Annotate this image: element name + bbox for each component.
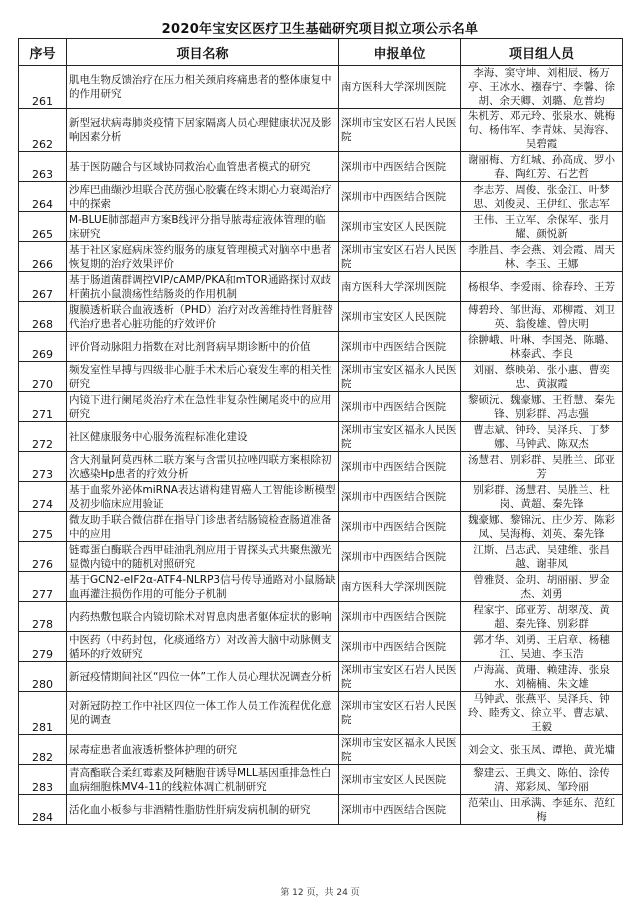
- project-members: 李海、窦守坤、刘相辰、杨万亭、王冰水、襁春宁、李馨、徐胡、余天卿、刘璐、危普均: [461, 66, 623, 109]
- project-name: 社区健康服务中心服务流程标准化建设: [67, 422, 339, 452]
- table-row: [19, 692, 623, 735]
- project-name: 新冠疫情期间社区“四位一体”工作人员心理状况调查分析: [67, 662, 339, 692]
- row-number: 273: [19, 452, 67, 482]
- table-row: [19, 765, 623, 795]
- project-name: 腹膜透析联合血液透析（PHD）治疗对改善维持性肾脏替代治疗患者心脏功能的疗效评价: [67, 302, 339, 332]
- table-row: [19, 109, 623, 152]
- project-name: 基于医防融合与区域协同救治心血管患者模式的研究: [67, 152, 339, 182]
- table-row: [19, 632, 623, 662]
- table-body: [19, 66, 623, 825]
- row-number: 266: [19, 242, 67, 272]
- project-name: 活化血小板参与非酒精性脂肪性肝病发病机制的研究: [67, 795, 339, 825]
- applicant-unit: 深圳市宝安区石岩人民医院: [339, 109, 461, 152]
- project-name: 内药热敷包联合内镜切除术对胃息肉患者躯体症状的影响: [67, 602, 339, 632]
- table-row: [19, 392, 623, 422]
- project-name: 肌电生物反馈治疗在压力相关颈肩疼痛患者的整体康复中的作用研究: [67, 66, 339, 109]
- table-row: [19, 452, 623, 482]
- row-number: 283: [19, 765, 67, 795]
- project-members: 徐翀峨、叶琳、李国尧、陈璐、林泰武、李良: [461, 332, 623, 362]
- project-members: 别彩群、汤慧君、吴胜兰、杜岗、黄超、秦先锋: [461, 482, 623, 512]
- project-members: 黎硕沅、魏豪娜、王哲慧、秦先锋、别彩群、冯志强: [461, 392, 623, 422]
- row-number: 265: [19, 212, 67, 242]
- project-name: 评价肾动脉阻力指数在对比剂肾病早期诊断中的价值: [67, 332, 339, 362]
- table-row: [19, 152, 623, 182]
- applicant-unit: 深圳市宝安区福永人民医院: [339, 735, 461, 765]
- project-members: 黎建云、王典文、陈伯、涂传清、郑彩凤、邹玲丽: [461, 765, 623, 795]
- applicant-unit: 深圳市宝安区石岩人民医院: [339, 662, 461, 692]
- applicant-unit: 深圳市宝安区人民医院: [339, 302, 461, 332]
- applicant-unit: 深圳市中西医结合医院: [339, 632, 461, 662]
- applicant-unit: 深圳市中西医结合医院: [339, 482, 461, 512]
- project-members: 马钟武、张燕平、吴泽兵、钟玲、睦秀文、徐立平、曹志斌、王毅: [461, 692, 623, 735]
- project-members: 李志芳、周俊、张金江、叶梦思、刘俊灵、王伊红、张志军: [461, 182, 623, 212]
- row-number: 262: [19, 109, 67, 152]
- project-members: 谢丽梅、方红城、孙高成、罗小春、陶红芳、石艺哲: [461, 152, 623, 182]
- row-number: 278: [19, 602, 67, 632]
- table-row: [19, 242, 623, 272]
- table-row: [19, 332, 623, 362]
- project-table: [18, 38, 623, 825]
- project-name: 青高酯联合柔红霉素及阿糖胞苷诱导MLL基因重排急性白血病细胞株MV4-11的线粒体凋亡机制研究: [67, 765, 339, 795]
- project-members: 程家宇、邱亚芳、胡翠茂、黄超、秦先锋、别彩群: [461, 602, 623, 632]
- project-members: 郭才华、刘勇、王启章、杨穗江、吴迪、李玉浩: [461, 632, 623, 662]
- project-name: 中医药（中药封包，化痰通络方）对改善大脑中动脉侧支循环的疗效研究: [67, 632, 339, 662]
- row-number: 272: [19, 422, 67, 452]
- project-members: 朱机芳、邓元玲、张泉水、姚梅句、杨伟军、李青妹、吴海容、吴碧霞: [461, 109, 623, 152]
- project-members: 王伟、王立军、余保军、张月耀、颜悦新: [461, 212, 623, 242]
- table-row: [19, 735, 623, 765]
- applicant-unit: 深圳市中西医结合医院: [339, 332, 461, 362]
- project-members: 江斯、吕志武、吴建维、张昌越、谢菲凤: [461, 542, 623, 572]
- row-number: 281: [19, 692, 67, 735]
- project-name: 沙库巴曲缬沙坦联合芪苈强心胶囊在终末期心力衰竭治疗中的探索: [67, 182, 339, 212]
- row-number: 261: [19, 66, 67, 109]
- page-title: 2020年宝安区医疗卫生基础研究项目拟立项公示名单: [161, 22, 479, 37]
- table-row: [19, 512, 623, 542]
- applicant-unit: 南方医科大学深圳医院: [339, 272, 461, 302]
- applicant-unit: 深圳市中西医结合医院: [339, 182, 461, 212]
- project-members: 刘会文、张玉凤、谭艳、黄光墉: [461, 735, 623, 765]
- project-name: 尿毒症患者血液透析整体护理的研究: [67, 735, 339, 765]
- table-row: [19, 602, 623, 632]
- applicant-unit: 深圳市中西医结合医院: [339, 152, 461, 182]
- table-row: [19, 66, 623, 109]
- applicant-unit: 深圳市中西医结合医院: [339, 452, 461, 482]
- header-unit: 申报单位: [339, 39, 461, 66]
- row-number: 264: [19, 182, 67, 212]
- applicant-unit: 深圳市中西医结合医院: [339, 512, 461, 542]
- project-members: 杨根华、李爱雨、徐春玲、王芳: [461, 272, 623, 302]
- project-name: 频发室性早搏与四级非心脏手术术后心衰发生率的相关性研究: [67, 362, 339, 392]
- project-name: 内镜下进行阑尾炎治疗术在急性非复杂性阑尾炎中的应用研究: [67, 392, 339, 422]
- table-row: [19, 362, 623, 392]
- project-name: 新型冠状病毒肺炎疫情下居家隔离人员心理健康状况及影响因素分析: [67, 109, 339, 152]
- project-members: 曾雅贤、金玥、胡丽丽、罗金杰、刘勇: [461, 572, 623, 602]
- table-row: [19, 272, 623, 302]
- project-name: 基于肠道菌群调控VIP/cAMP/PKA和mTOR通路探讨双歧杆菌抗小鼠溃疡性结肠炎的作用机制: [67, 272, 339, 302]
- applicant-unit: 深圳市中西医结合医院: [339, 392, 461, 422]
- project-name: 含大剂量阿莫西林二联方案与含雷贝拉唑四联方案根除初次感染Hp患者的疗效分析: [67, 452, 339, 482]
- row-number: 282: [19, 735, 67, 765]
- row-number: 263: [19, 152, 67, 182]
- project-members: 卢海嵩、黄珊、赖建涛、张泉水、刘楠楠、朱文雄: [461, 662, 623, 692]
- table-row: [19, 302, 623, 332]
- applicant-unit: 深圳市宝安区石岩人民医院: [339, 242, 461, 272]
- row-number: 277: [19, 572, 67, 602]
- project-members: 李胜昌、李会燕、刘会霞、周天林、李玉、王娜: [461, 242, 623, 272]
- table-row: [19, 795, 623, 825]
- row-number: 268: [19, 302, 67, 332]
- table-row: [19, 482, 623, 512]
- project-members: 曹志斌、钟玲、吴泽兵、丁梦娜、马钟武、陈双杰: [461, 422, 623, 452]
- row-number: 275: [19, 512, 67, 542]
- header-members: 项目组人员: [461, 39, 623, 66]
- table-row: [19, 572, 623, 602]
- project-name: 基于血浆外泌体miRNA表达谱构建胃癌人工智能诊断模型及初步临床应用验证: [67, 482, 339, 512]
- table-row: [19, 212, 623, 242]
- row-number: 269: [19, 332, 67, 362]
- applicant-unit: 深圳市中西医结合医院: [339, 795, 461, 825]
- row-number: 284: [19, 795, 67, 825]
- applicant-unit: 深圳市中西医结合医院: [339, 542, 461, 572]
- applicant-unit: 深圳市宝安区福永人民医院: [339, 422, 461, 452]
- header-project-name: 项目名称: [67, 39, 339, 66]
- applicant-unit: 深圳市宝安区福永人民医院: [339, 362, 461, 392]
- row-number: 276: [19, 542, 67, 572]
- applicant-unit: 深圳市宝安区人民医院: [339, 765, 461, 795]
- project-name: 链霉蛋白酶联合西甲硅油乳剂应用于胃探头式共聚焦激光显微内镜中的随机对照研究: [67, 542, 339, 572]
- applicant-unit: 南方医科大学深圳医院: [339, 572, 461, 602]
- row-number: 271: [19, 392, 67, 422]
- table-header-row: [19, 39, 623, 66]
- project-members: 魏豪娜、黎锦沅、庄少芳、陈彩凤、吴海梅、刘英、秦先锋: [461, 512, 623, 542]
- row-number: 274: [19, 482, 67, 512]
- row-number: 279: [19, 632, 67, 662]
- header-no: 序号: [19, 39, 67, 66]
- project-members: 汤慧君、别彩群、吴胜兰、邱亚芳: [461, 452, 623, 482]
- project-name: 微友助手联合微信群在指导门诊患者结肠镜检查肠道准备中的应用: [67, 512, 339, 542]
- table-row: [19, 422, 623, 452]
- project-name: M-BLUE肺部超声方案B线评分指导脓毒症液体管理的临床研究: [67, 212, 339, 242]
- applicant-unit: 南方医科大学深圳医院: [339, 66, 461, 109]
- table-row: [19, 662, 623, 692]
- table-row: [19, 182, 623, 212]
- project-name: 对新冠防控工作中社区四位一体工作人员工作流程优化意见的调查: [67, 692, 339, 735]
- project-name: 基于GCN2-eIF2α-ATF4-NLRP3信号传导通路对小鼠肠缺血再灌注损伤作用的可能分子机制: [67, 572, 339, 602]
- page-footer: 第 12 页，共 24 页: [280, 888, 360, 898]
- project-members: 傅碧玲、邹世海、邓柳霞、刘卫英、翁俊雄、曾庆明: [461, 302, 623, 332]
- project-members: 范荣山、田承满、李延东、范红梅: [461, 795, 623, 825]
- applicant-unit: 深圳市宝安区石岩人民医院: [339, 692, 461, 735]
- project-members: 刘丽、蔡映弟、张小惠、曹奕忠、黄淑霞: [461, 362, 623, 392]
- row-number: 280: [19, 662, 67, 692]
- project-name: 基于社区家庭病床签约服务的康复管理模式对脑卒中患者恢复期的治疗效果评价: [67, 242, 339, 272]
- applicant-unit: 深圳市宝安区人民医院: [339, 212, 461, 242]
- row-number: 270: [19, 362, 67, 392]
- table-row: [19, 542, 623, 572]
- row-number: 267: [19, 272, 67, 302]
- applicant-unit: 深圳市中西医结合医院: [339, 602, 461, 632]
